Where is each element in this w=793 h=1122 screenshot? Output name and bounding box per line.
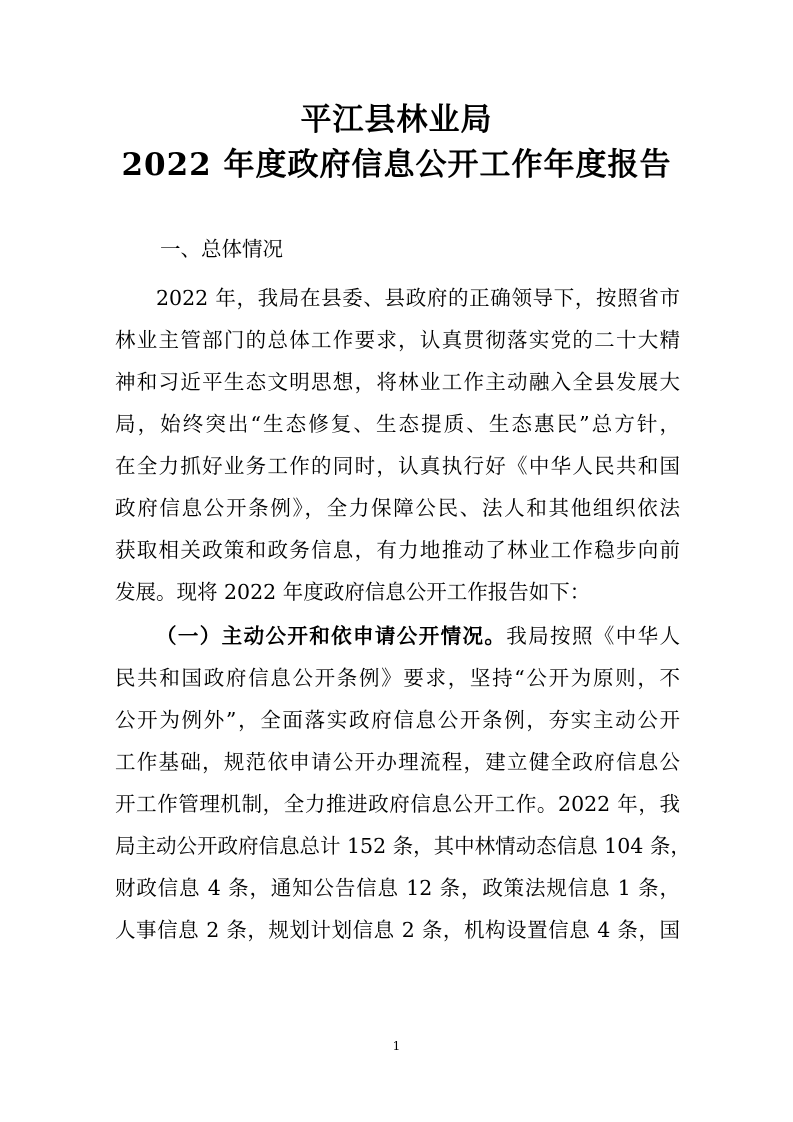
- paragraph-1-line: 局，始终突出“生态修复、生态提质、生态惠民”总方针，: [115, 412, 680, 436]
- paragraph-1-line: 在全力抓好业务工作的同时，认真执行好《中华人民共和国: [115, 454, 680, 478]
- paragraph-2-line: 工作基础，规范依申请公开办理流程，建立健全政府信息公: [115, 750, 680, 774]
- paragraph-2-line: 公开为例外”，全面落实政府信息公开条例，夯实主动公开: [115, 708, 680, 732]
- paragraph-1-line: 获取相关政策和政务信息，有力地推动了林业工作稳步向前: [115, 538, 680, 562]
- paragraph-1-line: 林业主管部门的总体工作要求，认真贯彻落实党的二十大精: [115, 328, 680, 352]
- paragraph-1-line: 政府信息公开条例》，全力保障公民、法人和其他组织依法: [115, 496, 680, 520]
- paragraph-1-line: 神和习近平生态文明思想，将林业工作主动融入全县发展大: [115, 370, 680, 394]
- document-title-line-1: 平江县林业局: [300, 102, 493, 138]
- subsection-lead-proactive-disclosure: （一）主动公开和依申请公开情况。: [156, 624, 507, 648]
- document-title-line-2: 2022 年度政府信息公开工作年度报告: [121, 147, 672, 183]
- page-number: 1: [392, 1039, 401, 1053]
- paragraph-2-line: 财政信息 4 条，通知公告信息 12 条，政策法规信息 1 条，: [115, 876, 680, 900]
- paragraph-2-first-line-text: 我局按照《中华人: [506, 624, 681, 648]
- section-heading-overall: 一、总体情况: [160, 237, 283, 261]
- paragraph-2-line: 开工作管理机制，全力推进政府信息公开工作。2022 年，我: [115, 792, 680, 816]
- paragraph-2-line: 民共和国政府信息公开条例》要求，坚持“公开为原则，不: [115, 666, 680, 690]
- paragraph-2-first-line: [156, 622, 680, 650]
- paragraph-1-line: 2022 年，我局在县委、县政府的正确领导下，按照省市: [156, 286, 680, 310]
- paragraph-2-line: 人事信息 2 条，规划计划信息 2 条，机构设置信息 4 条，国: [115, 918, 680, 942]
- paragraph-2-line: 局主动公开政府信息总计 152 条，其中林情动态信息 104 条，: [115, 834, 691, 858]
- paragraph-1-line: 发展。现将 2022 年度政府信息公开工作报告如下：: [115, 580, 591, 604]
